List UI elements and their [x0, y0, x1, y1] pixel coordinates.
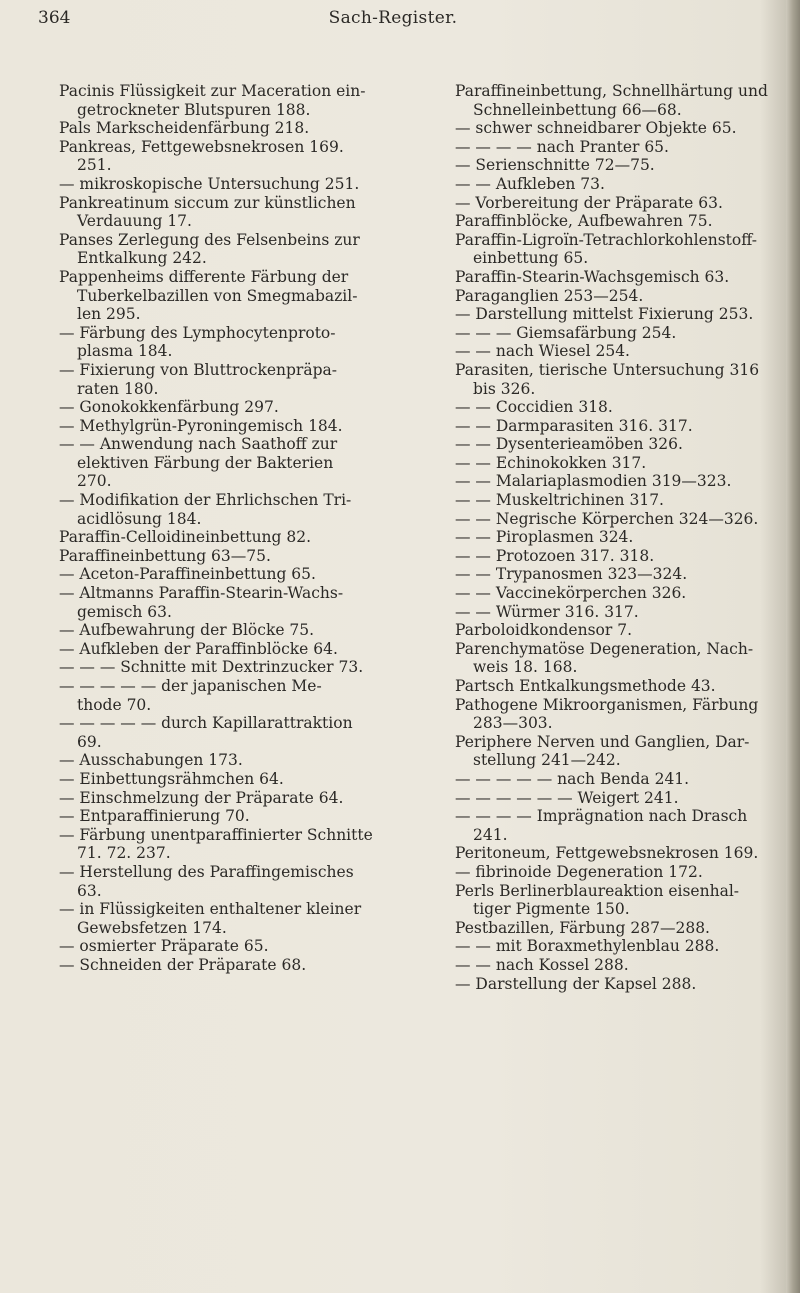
index-entry: — — Trypanosmen 323—324. [455, 565, 688, 584]
index-entry: — — mit Boraxmethylenblau 288. [455, 937, 720, 956]
index-entry: — Einschmelzung der Präparate 64. [59, 788, 344, 807]
index-entry: Parasiten, tierische Untersuchung 316 bis 326. [455, 360, 760, 398]
index-entry: Panses Zerlegung des Felsenbeins zur Entkalkung 242. [59, 230, 360, 268]
index-entry: — schwer schneidbarer Objekte 65. [455, 119, 737, 138]
index-entry: Pals Markscheidenfärbung 218. [59, 119, 310, 138]
index-entry: — Herstellung des Paraffingemisches 63. [59, 862, 354, 900]
index-entry: Parboloidkondensor 7. [455, 621, 633, 640]
index-entry: — — Malariaplasmodien 319—323. [455, 472, 732, 491]
index-entry: — Modifikation der Ehrlichschen Tri- acidlösung 184. [59, 491, 352, 528]
index-entry: Perls Berlinerblaureaktion eisenhal- tiger Pigmente 150. [455, 881, 740, 919]
index-entry: — Darstellung der Kapsel 288. [455, 974, 697, 993]
index-entry: — fibrinoide Degeneration 172. [455, 862, 703, 881]
index-entry: Pestbazillen, Färbung 287—288. [455, 918, 710, 937]
index-entry: — osmierter Präparate 65. [59, 937, 269, 956]
index-entry: — Ausschabungen 173. [59, 751, 243, 770]
page-edge-shadow [786, 0, 800, 1293]
index-entry: Paraffineinbettung 63—75. [59, 546, 271, 565]
index-entry: Peritoneum, Fettgewebsnekrosen 169. [455, 844, 759, 863]
index-entry: Paraffin-Ligroïn-Tetrachlorkohlenstoff- einbettung 65. [455, 230, 757, 268]
index-entry: — — Echinokokken 317. [455, 453, 647, 472]
index-entry: — Aufbewahrung der Blöcke 75. [59, 621, 315, 640]
index-entry: — Färbung unentparaffinierter Schnitte 71. 72. 237. [59, 825, 373, 863]
index-entry: Pacinis Flüssigkeit zur Maceration ein- getrockneter Blutspuren 188. [59, 82, 366, 119]
index-entry: — — — — Imprägnation nach Drasch 241. [455, 807, 748, 844]
index-entry: — Gonokokkenfärbung 297. [59, 398, 279, 417]
index-entry: — Methylgrün-Pyroningemisch 184. [59, 416, 343, 435]
index-entry: Pappenheims differente Färbung der Tuberkelbazillen von Smegmabazil- len 295. [59, 267, 358, 324]
page-header [38, 8, 748, 36]
index-entry: Paraffineinbettung, Schnellhärtung und Schnelleinbettung 66—68. [455, 82, 768, 119]
index-entry: — Altmanns Paraffin-Stearin-Wachs- gemisch 63. [59, 584, 344, 621]
index-entry: Pankreatinum siccum zur künstlichen Verdauung 17. [59, 193, 356, 231]
index-entry: — Schneiden der Präparate 68. [59, 955, 307, 974]
index-entry: — — Coccidien 318. [455, 398, 613, 417]
index-entry: — Färbung des Lymphocytenproto- plasma 184. [59, 323, 336, 361]
index-entry: — — — — — der japanischen Me- thode 70. [59, 677, 322, 714]
index-entry: — Aceton-Paraffineinbettung 65. [59, 565, 316, 584]
index-entry: — — Piroplasmen 324. [455, 528, 634, 547]
index-entry: Partsch Entkalkungsmethode 43. [455, 677, 716, 695]
index-entry: — — — — nach Pranter 65. [455, 137, 669, 156]
index-entry: — — Würmer 316. 317. [455, 602, 639, 621]
index-entry: Paraffinblöcke, Aufbewahren 75. [455, 212, 713, 231]
index-entry: — Serienschnitte 72—75. [455, 156, 655, 175]
index-entry: — Aufkleben der Paraffinblöcke 64. [59, 639, 338, 658]
index-entry: — Einbettungsrähmchen 64. [59, 769, 284, 788]
index-entry: — in Flüssigkeiten enthaltener kleiner Gewebsfetzen 174. [59, 900, 362, 937]
index-entry: — Fixierung von Bluttrockenpräpa- raten 180. [59, 360, 337, 398]
index-entry: — — — — — — Weigert 241. [455, 788, 679, 807]
index-entry: — — nach Wiesel 254. [455, 342, 630, 361]
index-entry: — — Protozoen 317. 318. [455, 546, 655, 565]
index-entry: — Vorbereitung der Präparate 63. [455, 193, 723, 212]
running-title: Sach-Register. [328, 8, 458, 28]
index-column-right [455, 82, 787, 993]
index-entry: — — — Giemsafärbung 254. [455, 323, 677, 342]
index-entry: — — Dysenterieamöben 326. [455, 435, 683, 454]
index-entry: Paraganglien 253—254. [455, 286, 644, 305]
index-entry: — Darstellung mittelst Fixierung 253. [455, 305, 754, 324]
index-entry: Pathogene Mikroorganismen, Färbung 283—303. [455, 695, 759, 733]
index-entry: — — — Schnitte mit Dextrinzucker 73. [59, 658, 364, 677]
index-entry: Paraffin-Celloidineinbettung 82. [59, 528, 312, 547]
index-entry: — — — — — durch Kapillarattraktion 69. [59, 714, 353, 751]
index-entry: — — Aufkleben 73. [455, 174, 605, 193]
index-entry: Periphere Nerven und Ganglien, Dar- stellung 241—242. [455, 732, 750, 770]
index-entry: — mikroskopische Untersuchung 251. [59, 174, 360, 193]
index-entry: — — Anwendung nach Saathoff zur elektiven Färbung der Bakterien 270. [59, 435, 338, 491]
index-entry: — Entparaffinierung 70. [59, 807, 250, 826]
index-entry: — — nach Kossel 288. [455, 955, 629, 974]
index-entry: Parenchymatöse Degeneration, Nach- weis 18. 168. [455, 639, 754, 677]
index-entry: — — Muskeltrichinen 317. [455, 491, 664, 510]
index-entry: — — Darmparasiten 316. 317. [455, 416, 693, 435]
index-entry: — — Negrische Körperchen 324—326. [455, 509, 759, 528]
index-entry: — — Vaccinekörperchen 326. [455, 584, 687, 603]
index-entry: Paraffin-Stearin-Wachsgemisch 63. [455, 267, 730, 286]
index-entry: Pankreas, Fettgewebsnekrosen 169. 251. [59, 137, 344, 175]
index-entry: — — — — — nach Benda 241. [455, 769, 690, 788]
page-number: 364 [38, 8, 71, 28]
index-column-left [59, 82, 394, 975]
